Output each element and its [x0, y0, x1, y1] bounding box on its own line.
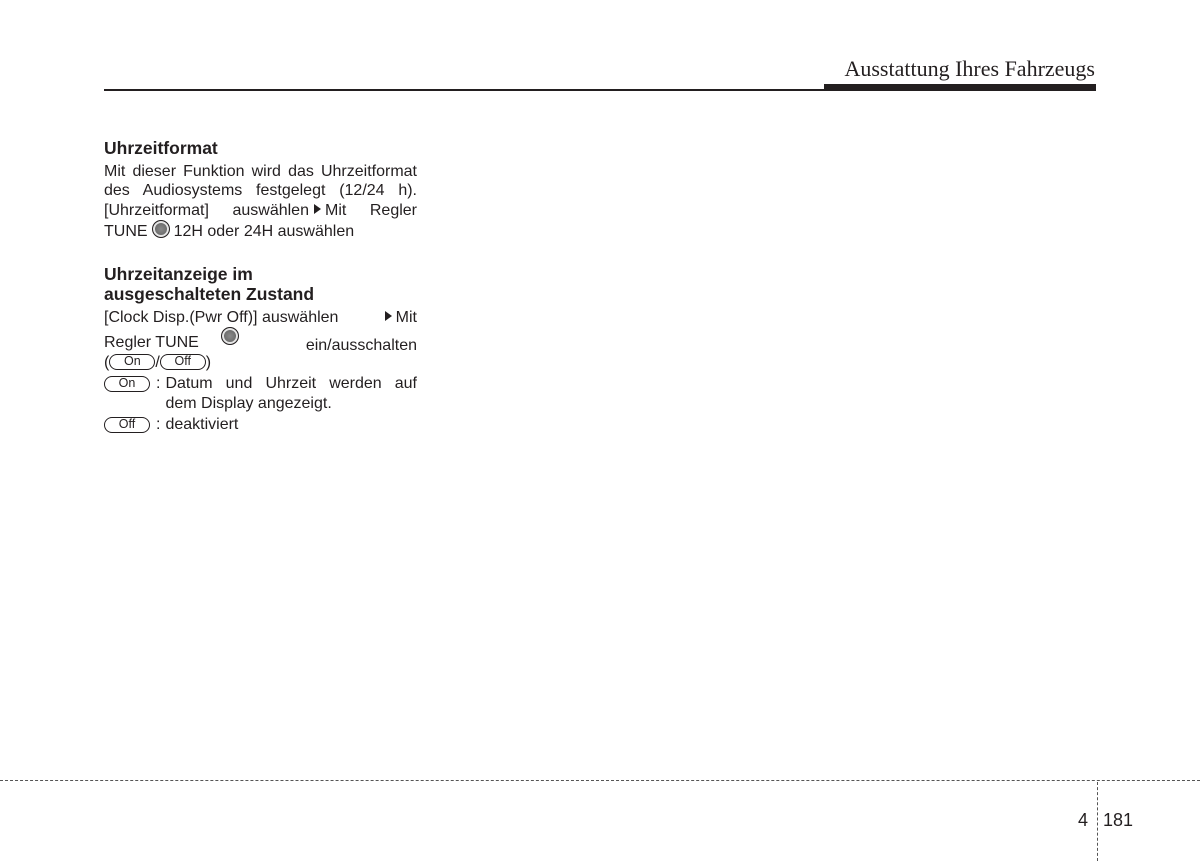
off-description: deaktiviert — [165, 416, 239, 433]
off-badge: Off — [104, 417, 150, 433]
arrow-icon — [314, 204, 321, 214]
page-number: 181 — [1103, 810, 1134, 830]
content-column — [104, 138, 417, 435]
clock-format-text-3: 12H oder 24H auswählen — [173, 223, 355, 240]
clock-display-line2 — [104, 327, 417, 353]
on-description: Datum und Uhrzeit werden auf dem Display angezeigt. — [165, 375, 417, 412]
footer-divider — [1097, 782, 1098, 861]
colon: : — [156, 416, 161, 433]
header-rule-accent — [824, 84, 1096, 91]
clock-display-text-1: [Clock Disp.(Pwr Off)] auswählen — [104, 308, 339, 326]
clock-format-text-1: Mit dieser Funktion wird das Uhrzeitformat des Audiosystems festgelegt (12/24 h). [Uhrzeitformat] auswählen — [104, 162, 417, 219]
off-definition — [104, 415, 417, 435]
clock-format-paragraph — [104, 162, 417, 242]
clock-display-text-4: ein/ausschalten — [305, 337, 417, 354]
chapter-number: 4 — [1078, 810, 1089, 830]
colon: : — [156, 375, 161, 392]
on-badge: On — [104, 376, 150, 392]
chapter-title: Ausstattung Ihres Fahrzeugs — [844, 56, 1095, 81]
slash: / — [155, 353, 160, 371]
clock-display-heading-line1: Uhrzeitanzeige im — [104, 263, 253, 284]
tune-knob-icon — [221, 327, 239, 345]
tune-knob-icon — [152, 220, 170, 238]
on-option-badge: On — [109, 354, 155, 370]
footer-rule — [0, 780, 1200, 781]
clock-display-heading-line2: ausgeschalteten Zustand — [104, 284, 315, 304]
section-heading-clock-display — [104, 264, 417, 305]
paren-close: ) — [205, 353, 212, 371]
section-heading-clock-format: Uhrzeitformat — [104, 138, 218, 158]
off-option-badge: Off — [160, 354, 206, 370]
paren-open: ( — [104, 353, 110, 371]
clock-format-text-2: Mit Regler TUNE — [104, 201, 418, 240]
arrow-icon — [385, 311, 392, 321]
clock-display-line1 — [104, 308, 417, 328]
clock-display-text-2: Mit — [395, 308, 417, 326]
on-definition — [104, 374, 417, 413]
clock-display-text-3: Regler TUNE — [104, 334, 199, 351]
